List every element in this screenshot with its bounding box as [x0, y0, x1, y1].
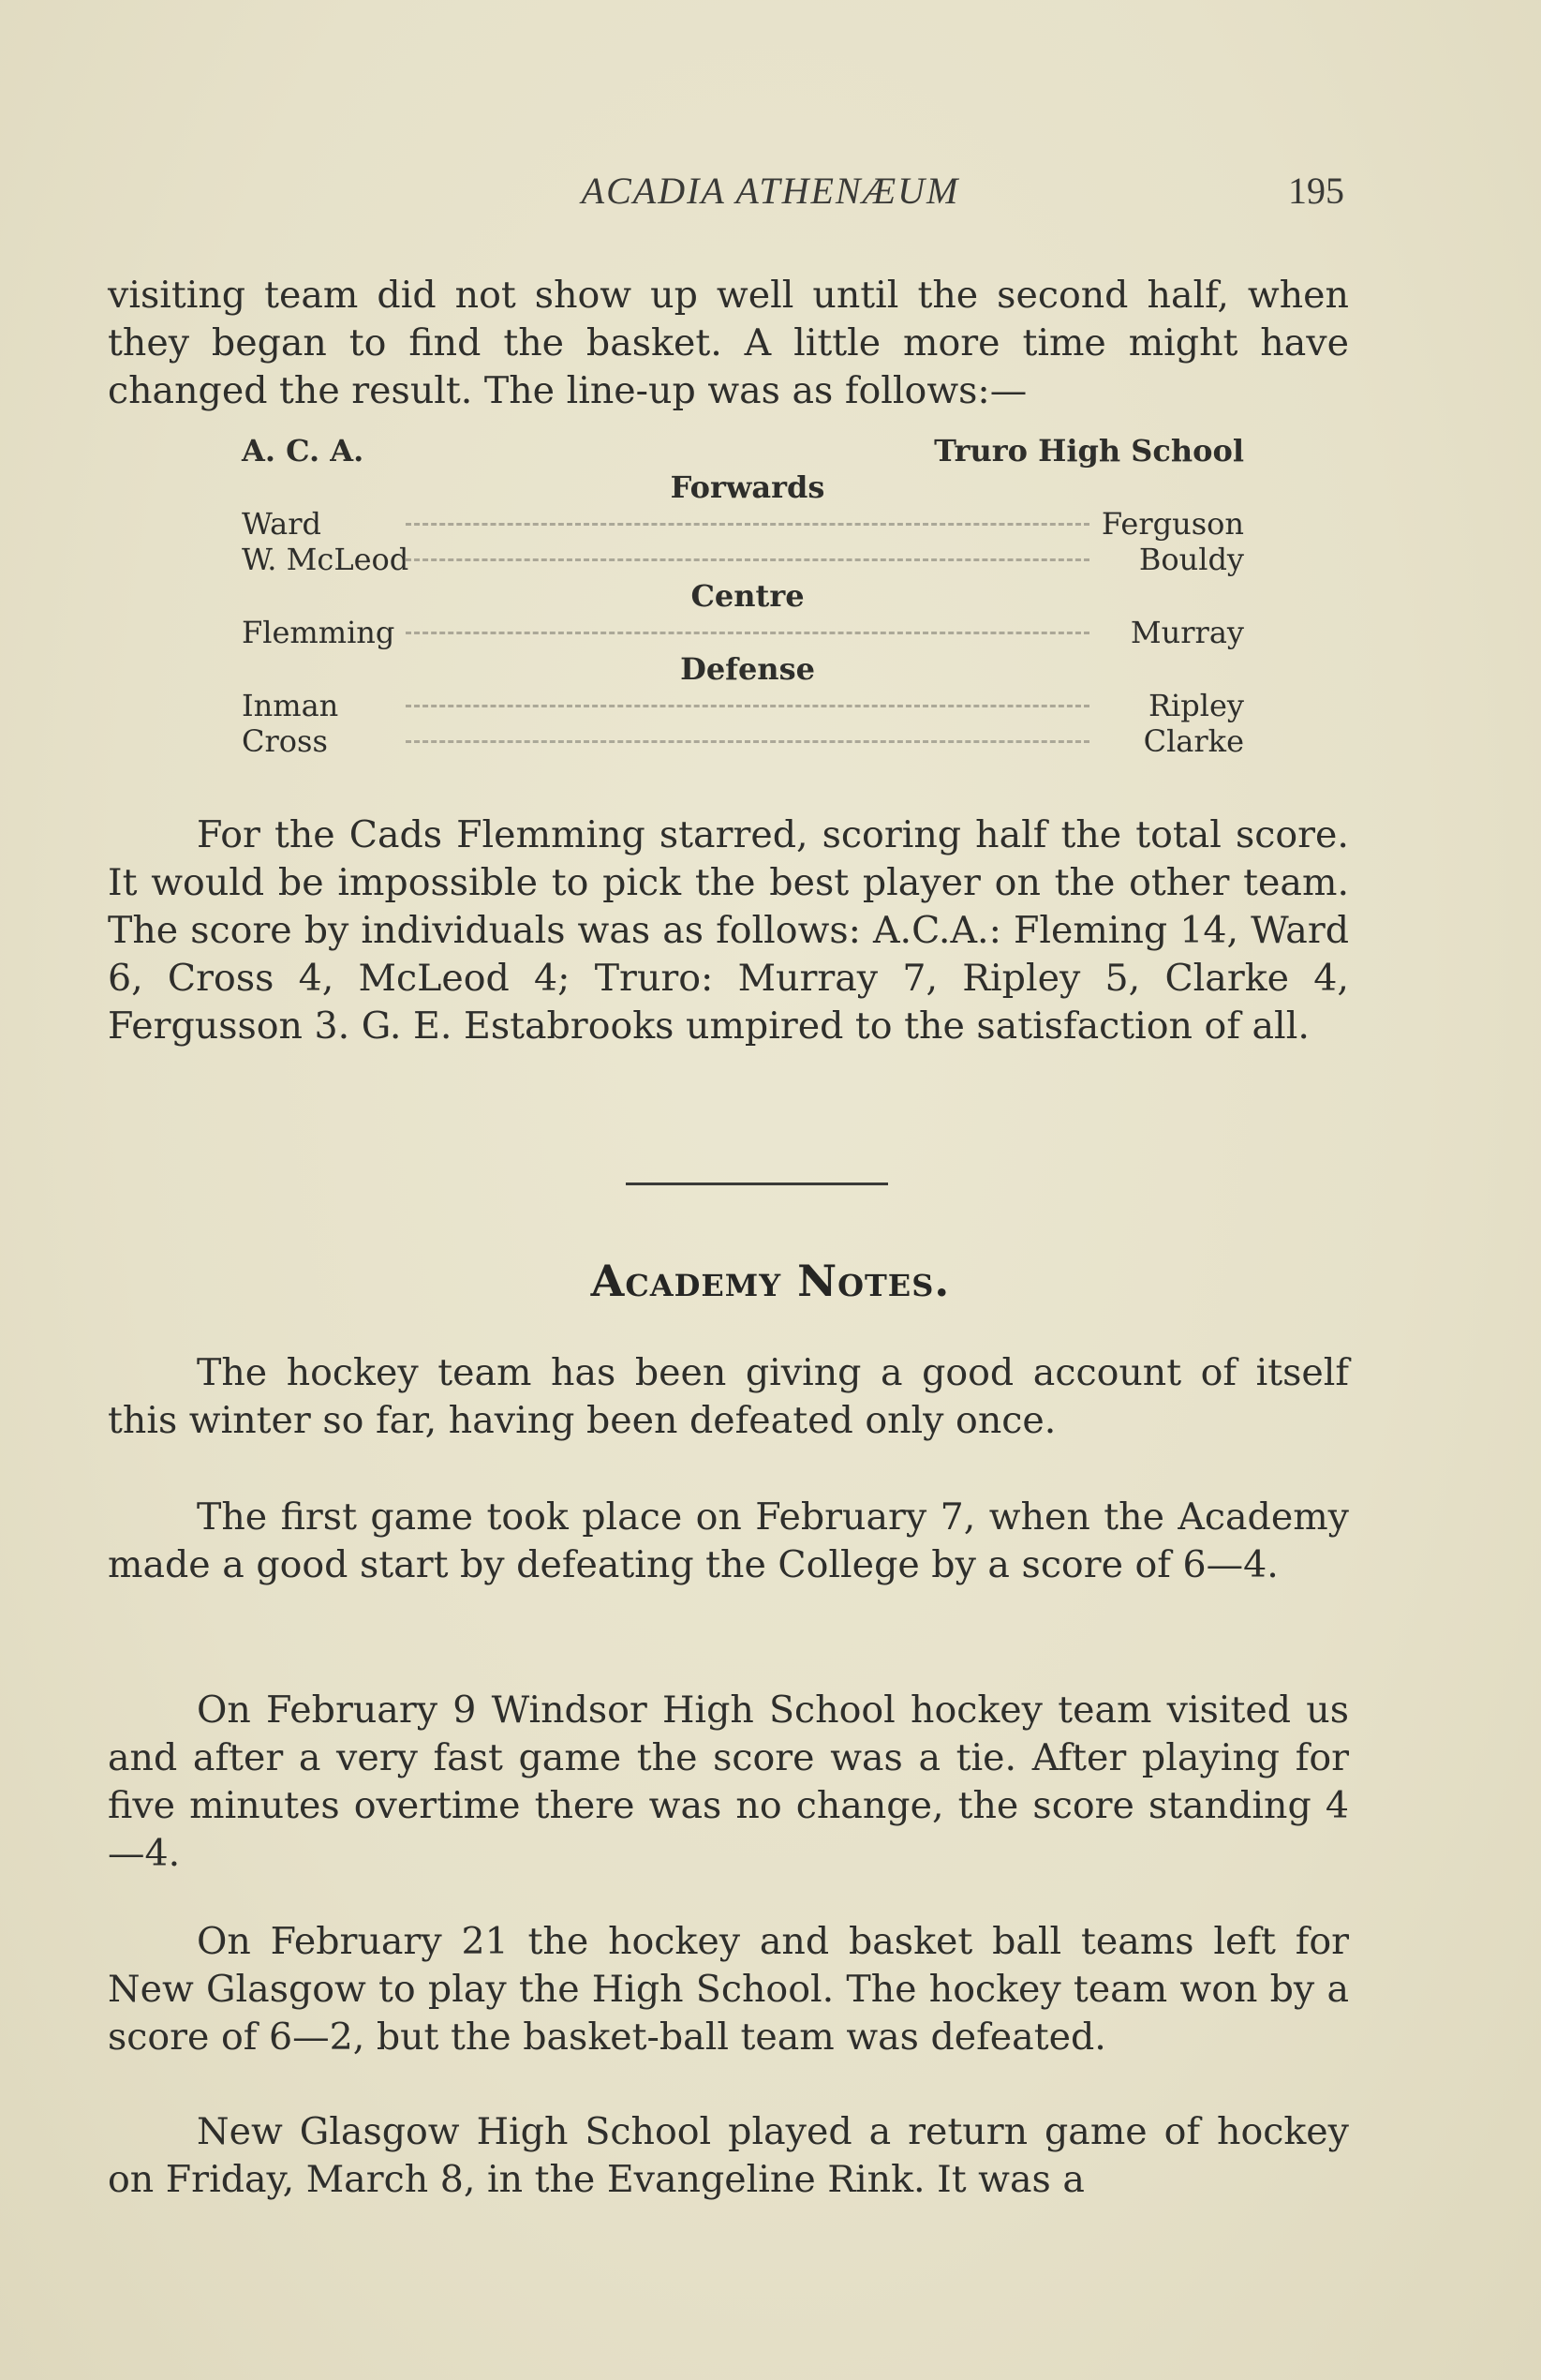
- page-number: 195: [1288, 170, 1344, 212]
- player-right: Bouldy: [1138, 542, 1244, 577]
- player-right: Ripley: [1148, 688, 1244, 723]
- note-paragraph: New Glasgow High School played a return game of hockey on Friday, March 8, in the Evangeline Rink. It was a: [108, 2110, 1349, 2201]
- lineup-row: [242, 506, 1253, 542]
- running-head: [0, 169, 1541, 225]
- dotted-leader: [406, 632, 1089, 634]
- player-left: W. McLeod: [242, 542, 409, 577]
- note-paragraph: The first game took place on February 7, when the Academy made a good start by defeating the College by a score of 6—4.: [108, 1495, 1349, 1586]
- right-team-name: Truro High School: [934, 433, 1244, 469]
- player-left: Flemming: [242, 615, 395, 650]
- player-right: Murray: [1130, 615, 1244, 650]
- lineup-row: [242, 688, 1253, 723]
- position-label: Forwards: [670, 469, 825, 505]
- section-title: Academy Notes.: [590, 1256, 951, 1306]
- lineup-row: [242, 615, 1253, 650]
- intro-paragraph: visiting team did not show up well until the second half, when they began to find the basket. A little more time might have changed the result. The line-up was as follows:—: [108, 274, 1349, 412]
- note-paragraph: On February 21 the hockey and basket ball teams left for New Glasgow to play the High School. The hockey team won by a score of 6—2, but the basket-ball team was defeated.: [108, 1920, 1349, 2059]
- player-left: Inman: [242, 688, 339, 723]
- running-title: ACADIA ATHENÆUM: [581, 170, 960, 212]
- lineup-table: [242, 433, 1253, 759]
- player-right: Clarke: [1143, 723, 1244, 759]
- left-team-name: A. C. A.: [242, 433, 364, 469]
- dotted-leader: [406, 705, 1089, 707]
- position-label: Defense: [680, 651, 815, 687]
- dotted-leader: [406, 558, 1089, 561]
- note-paragraph: The hockey team has been giving a good account of itself this winter so far, having been defeated only once.: [108, 1351, 1349, 1442]
- player-left: Cross: [242, 723, 328, 759]
- player-right: Ferguson: [1101, 506, 1244, 542]
- lineup-header-row: [242, 433, 1253, 469]
- position-label: Centre: [690, 578, 805, 614]
- section-divider: [626, 1183, 888, 1185]
- player-left: Ward: [242, 506, 321, 542]
- lineup-row: [242, 542, 1253, 577]
- lineup-row: [242, 723, 1253, 759]
- score-paragraph: For the Cads Flemming starred, scoring half the total score. It would be impossible to pick the best player on the other team. The score by individuals was as follows: A.C.A.: Fleming 14, Ward 6, Cross 4, McLeod 4; Truro: Murray 7, Ripley 5, Clarke 4, Fergusson 3. G. E. Estabrooks umpired to the satisfaction of all.: [108, 813, 1349, 1048]
- dotted-leader: [406, 740, 1089, 743]
- note-paragraph: On February 9 Windsor High School hockey team visited us and after a very fast game the score was a tie. After playing for five minutes overtime there was no change, the score standing 4—4.: [108, 1688, 1349, 1875]
- dotted-leader: [406, 523, 1089, 526]
